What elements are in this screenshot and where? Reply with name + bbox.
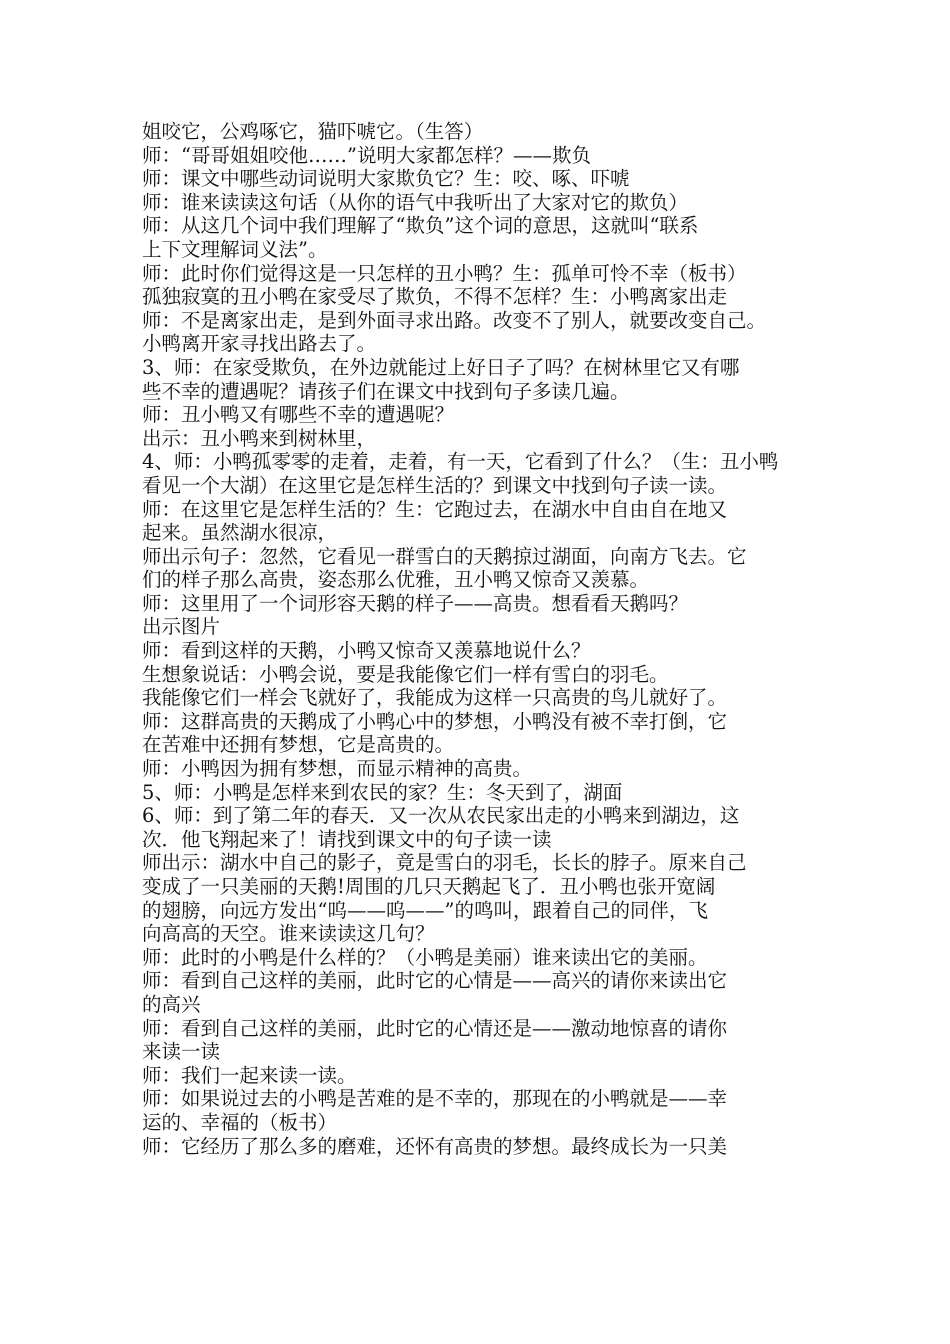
- text-line: 师：看到自己这样的美丽，此时它的心情还是——激动地惊喜的请你: [142, 1016, 728, 1040]
- text-line: 孤独寂寞的丑小鸭在家受尽了欺负，不得不怎样？生：小鸭离家出走: [142, 285, 728, 309]
- text-line: 在苦难中还拥有梦想，它是高贵的。: [142, 733, 455, 757]
- text-line: 师：此时你们觉得这是一只怎样的丑小鸭？生：孤单可怜不幸（板书）: [142, 261, 747, 285]
- text-line: 看见一个大湖）在这里它是怎样生活的？到课文中找到句子读一读。: [142, 473, 728, 497]
- text-line: 师：谁来读读这句话（从你的语气中我听出了大家对它的欺负）: [142, 190, 689, 214]
- text-line: 来读一读: [142, 1040, 221, 1064]
- text-line: 师：如果说过去的小鸭是苦难的是不幸的，那现在的小鸭就是——幸: [142, 1087, 728, 1111]
- text-line: 师：这里用了一个词形容天鹅的样子——高贵。想看看天鹅吗？: [142, 591, 689, 615]
- text-line: 们的样子那么高贵，姿态那么优雅，丑小鸭又惊奇又羡慕。: [142, 568, 650, 592]
- text-line: 生想象说话：小鸭会说，要是我能像它们一样有雪白的羽毛。: [142, 662, 669, 686]
- text-line: 次．他飞翔起来了！请找到课文中的句子读一读: [142, 827, 552, 851]
- text-line: 师：从这几个词中我们理解了“欺负”这个词的意思，这就叫“联系: [142, 214, 699, 238]
- text-line: 师：看到这样的天鹅，小鸭又惊奇又羡慕地说什么？: [142, 639, 591, 663]
- text-line: 出示：丑小鸭来到树林里，: [142, 426, 377, 450]
- text-line: 师出示句子：忽然，它看见一群雪白的天鹅掠过湖面，向南方飞去。它: [142, 544, 747, 568]
- text-line: 师：此时的小鸭是什么样的？（小鸭是美丽）谁来读出它的美丽。: [142, 945, 708, 969]
- text-line: 变成了一只美丽的天鹅!周围的几只天鹅起飞了．丑小鸭也张开宽阔: [142, 875, 716, 898]
- text-line: 师：它经历了那么多的磨难，还怀有高贵的梦想。最终成长为一只美: [142, 1134, 728, 1158]
- text-line: 师出示：湖水中自己的影子，竟是雪白的羽毛，长长的脖子。原来自己: [142, 851, 747, 875]
- text-line: 师：在这里它是怎样生活的？生：它跑过去，在湖水中自由自在地又: [142, 497, 728, 521]
- text-line: 师：看到自己这样的美丽，此时它的心情是——高兴的请你来读出它: [142, 969, 728, 993]
- text-line: 5、师：小鸭是怎样来到农民的家？生：冬天到了，湖面: [142, 780, 623, 804]
- text-line: 师：课文中哪些动词说明大家欺负它？生：咬、啄、吓唬: [142, 167, 630, 191]
- text-line: 师：小鸭因为拥有梦想，而显示精神的高贵。: [142, 757, 533, 781]
- text-line: 出示图片: [142, 615, 221, 639]
- text-line: 师：这群高贵的天鹅成了小鸭心中的梦想，小鸭没有被不幸打倒，它: [142, 709, 728, 733]
- text-line: 的高兴: [142, 992, 201, 1016]
- text-line: 向高高的天空。谁来读读这几句？: [142, 922, 435, 946]
- text-line: 些不幸的遭遇呢？请孩子们在课文中找到句子多读几遍。: [142, 379, 630, 403]
- text-line: 师：“哥哥姐姐咬他……”说明大家都怎样？——欺负: [142, 143, 591, 167]
- text-line: 我能像它们一样会飞就好了，我能成为这样一只高贵的鸟儿就好了。: [142, 686, 728, 710]
- lesson-transcript-text: [142, 120, 822, 1158]
- text-line: 4、师：小鸭孤零零的走着，走着，有一天，它看到了什么？（生：丑小鸭: [142, 450, 779, 474]
- text-line: 师：不是离家出走，是到外面寻求出路。改变不了别人，就要改变自己。: [142, 308, 767, 332]
- text-line: 师：我们一起来读一读。: [142, 1063, 357, 1087]
- text-line: 6、师：到了第二年的春天．又一次从农民家出走的小鸭来到湖边，这: [142, 804, 740, 828]
- text-line: 师：丑小鸭又有哪些不幸的遭遇呢？: [142, 403, 455, 427]
- text-line: 起来。虽然湖水很凉，: [142, 521, 338, 545]
- text-line: 上下文理解词义法”。: [142, 237, 328, 261]
- text-line: 3、师：在家受欺负，在外边就能过上好日子了吗？在树林里它又有哪: [142, 355, 740, 379]
- text-line: 小鸭离开家寻找出路去了。: [142, 332, 377, 356]
- text-line: 的翅膀，向远方发出“呜——呜——”的鸣叫，跟着自己的同伴，飞: [142, 898, 708, 922]
- text-line: 运的、幸福的（板书）: [142, 1110, 338, 1134]
- text-line: 姐咬它，公鸡啄它，猫吓唬它。（生答）: [142, 120, 484, 143]
